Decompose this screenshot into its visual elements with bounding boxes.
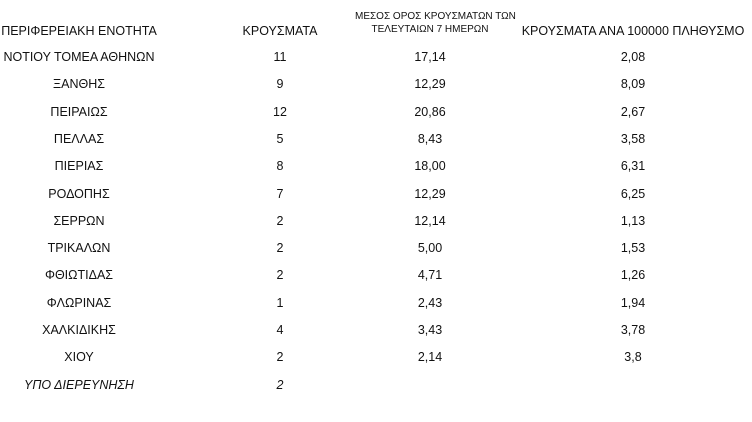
cell-per100k: 1,53	[620, 241, 646, 255]
cell-cases: 8	[276, 159, 284, 173]
cell-cases: 7	[276, 187, 284, 201]
pending-cases: 2	[276, 378, 284, 392]
cell-per100k: 1,26	[620, 268, 646, 282]
cell-cases: 1	[276, 296, 284, 310]
cell-cases: 2	[276, 350, 284, 364]
cell-per100k: 1,94	[620, 296, 646, 310]
cell-region: ΠΕΙΡΑΙΩΣ	[50, 105, 108, 119]
cell-avg: 12,14	[414, 214, 446, 228]
cell-region: ΧΑΛΚΙΔΙΚΗΣ	[42, 323, 116, 337]
cell-region: ΡΟΔΟΠΗΣ	[48, 187, 110, 201]
cell-avg: 2,43	[417, 296, 443, 310]
cell-avg: 12,29	[414, 77, 446, 91]
cell-per100k: 2,08	[620, 50, 646, 64]
cell-region: ΦΘΙΩΤΙΔΑΣ	[44, 268, 114, 282]
header-avg-line1: ΜΕΣΟΣ ΟΡΟΣ ΚΡΟΥΣΜΑΤΩΝ ΤΩΝ	[355, 11, 516, 22]
cell-avg: 12,29	[414, 187, 446, 201]
cell-per100k: 3,8	[624, 350, 642, 364]
pending-region: ΥΠΟ ΔΙΕΡΕΥΝΗΣΗ	[24, 378, 134, 392]
cell-avg: 8,43	[417, 132, 443, 146]
header-region: ΠΕΡΙΦΕΡΕΙΑΚΗ ΕΝΟΤΗΤΑ	[1, 24, 157, 38]
cell-per100k: 8,09	[620, 77, 646, 91]
cell-cases: 2	[276, 241, 284, 255]
cell-avg: 20,86	[414, 105, 446, 119]
cell-cases: 2	[276, 214, 284, 228]
cell-cases: 4	[276, 323, 284, 337]
cell-region: ΦΛΩΡΙΝΑΣ	[46, 296, 112, 310]
header-per100k: ΚΡΟΥΣΜΑΤΑ ΑΝΑ 100000 ΠΛΗΘΥΣΜΟ	[521, 24, 745, 38]
cell-region: ΤΡΙΚΑΛΩΝ	[47, 241, 111, 255]
header-cases: ΚΡΟΥΣΜΑΤΑ	[242, 24, 318, 38]
cell-per100k: 3,58	[620, 132, 646, 146]
cell-avg: 17,14	[414, 50, 446, 64]
cell-per100k: 6,25	[620, 187, 646, 201]
cell-cases: 11	[273, 50, 287, 64]
cell-region: ΠΙΕΡΙΑΣ	[54, 159, 104, 173]
cell-per100k: 6,31	[620, 159, 646, 173]
cell-region: ΝΟΤΙΟΥ ΤΟΜΕΑ ΑΘΗΝΩΝ	[3, 50, 155, 64]
cell-cases: 12	[273, 105, 287, 119]
cell-cases: 9	[276, 77, 284, 91]
cell-region: ΠΕΛΛΑΣ	[53, 132, 105, 146]
cell-avg: 18,00	[414, 159, 446, 173]
cell-avg: 2,14	[417, 350, 443, 364]
cell-avg: 4,71	[417, 268, 443, 282]
cell-region: ΞΑΝΘΗΣ	[53, 77, 105, 91]
cell-cases: 5	[276, 132, 284, 146]
cell-cases: 2	[276, 268, 284, 282]
cell-per100k: 2,67	[620, 105, 646, 119]
cell-per100k: 3,78	[620, 323, 646, 337]
cell-avg: 5,00	[417, 241, 443, 255]
cell-region: ΣΕΡΡΩΝ	[53, 214, 105, 228]
cell-per100k: 1,13	[620, 214, 646, 228]
header-avg-line2: ΤΕΛΕΥΤΑΙΩΝ 7 ΗΜΕΡΩΝ	[371, 24, 489, 35]
cell-avg: 3,43	[417, 323, 443, 337]
cell-region: ΧΙΟΥ	[64, 350, 94, 364]
